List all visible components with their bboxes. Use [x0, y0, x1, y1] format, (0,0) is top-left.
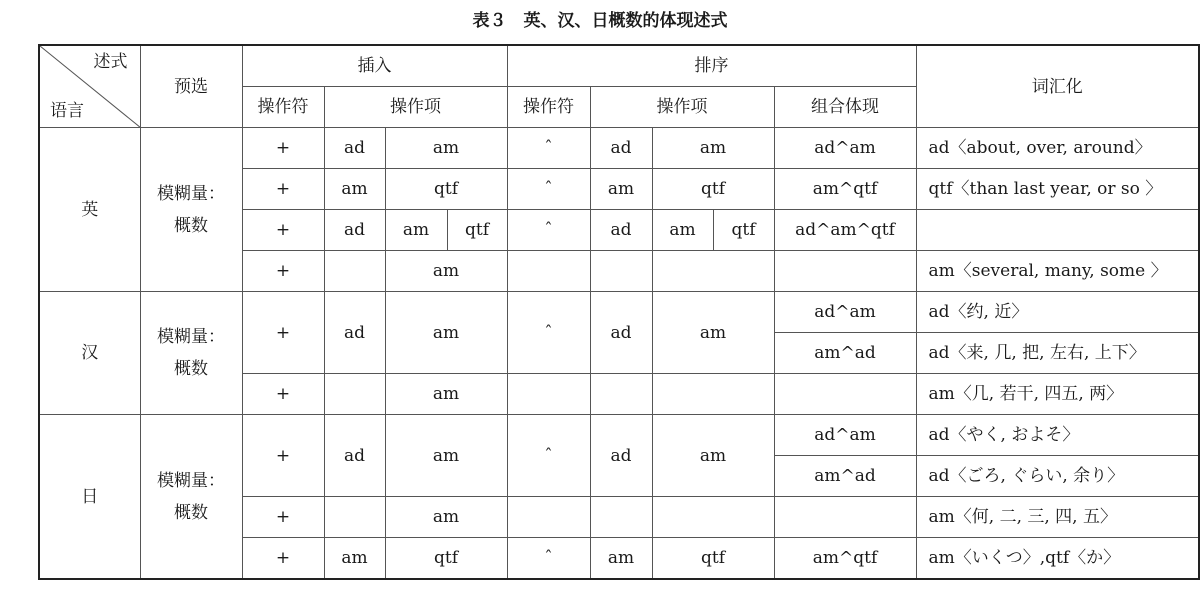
insert-operand-cell: qtf	[447, 210, 507, 251]
order-operand-cell: am	[652, 292, 774, 374]
combination-cell: ad^am	[774, 415, 916, 456]
table-row	[39, 128, 1199, 169]
insert-operand-cell: am	[385, 374, 507, 415]
combination-cell	[774, 374, 916, 415]
insert-operand-cell: am	[385, 497, 507, 538]
order-operand-cell: ad	[590, 128, 652, 169]
header-preselect: 预选	[140, 45, 242, 128]
insert-operand-cell: qtf	[385, 538, 507, 580]
order-operand-cell	[652, 251, 774, 292]
insert-operand-cell: qtf	[385, 169, 507, 210]
combination-cell: am^ad	[774, 456, 916, 497]
insert-operand-cell: ad	[324, 415, 385, 497]
order-operand-cell: am	[590, 538, 652, 580]
header-insert: 插入	[242, 45, 507, 87]
lexicalize-cell: ad〈ごろ, ぐらい, 余り〉	[916, 456, 1199, 497]
order-operand-cell: am	[652, 128, 774, 169]
insert-operand-cell: am	[385, 415, 507, 497]
corner-bottom-label: 语言	[50, 101, 84, 121]
lexicalize-cell: ad〈やく, およそ〉	[916, 415, 1199, 456]
header-order: 排序	[507, 45, 916, 87]
combination-cell	[774, 251, 916, 292]
order-operand-cell: qtf	[713, 210, 774, 251]
lexicalize-cell: am〈几, 若干, 四五, 两〉	[916, 374, 1199, 415]
lexicalize-cell: am〈several, many, some 〉	[916, 251, 1199, 292]
order-operator-cell: ˆ	[507, 415, 590, 497]
combination-cell: ad^am	[774, 292, 916, 333]
combination-cell: ad^am^qtf	[774, 210, 916, 251]
table-caption: 表３ 英、汉、日概数的体现述式	[472, 11, 728, 31]
header-corner	[39, 45, 140, 128]
order-operand-cell	[652, 497, 774, 538]
insert-operand-cell	[324, 251, 385, 292]
lexicalize-cell: ad〈about, over, around〉	[916, 128, 1199, 169]
insert-operand-cell	[324, 374, 385, 415]
order-operand-cell	[590, 497, 652, 538]
order-operator-cell: ˆ	[507, 210, 590, 251]
insert-operand-cell: am	[324, 538, 385, 580]
lexicalize-cell: qtf〈than last year, or so 〉	[916, 169, 1199, 210]
order-operator-cell: ˆ	[507, 128, 590, 169]
order-operator-cell	[507, 374, 590, 415]
preselect-cell: 模糊量： 概数	[140, 292, 242, 415]
insert-operator-cell: +	[242, 292, 324, 374]
order-operator-cell	[507, 251, 590, 292]
estimate-table	[38, 44, 1200, 580]
combination-cell: am^ad	[774, 333, 916, 374]
header-insert-operator: 操作符	[242, 87, 324, 128]
order-operator-cell: ˆ	[507, 538, 590, 580]
insert-operand-cell: ad	[324, 210, 385, 251]
combination-cell: am^qtf	[774, 538, 916, 580]
header-combination: 组合体现	[774, 87, 916, 128]
language-cell: 英	[39, 128, 140, 292]
insert-operator-cell: +	[242, 538, 324, 580]
insert-operand-cell: am	[385, 210, 447, 251]
order-operand-cell	[590, 374, 652, 415]
order-operand-cell: am	[652, 415, 774, 497]
order-operand-cell	[590, 251, 652, 292]
insert-operator-cell: +	[242, 374, 324, 415]
insert-operator-cell: +	[242, 210, 324, 251]
insert-operand-cell: am	[324, 169, 385, 210]
lexicalize-cell: am〈いくつ〉,qtf〈か〉	[916, 538, 1199, 580]
order-operand-cell	[652, 374, 774, 415]
order-operand-cell: ad	[590, 415, 652, 497]
insert-operand-cell: am	[385, 251, 507, 292]
insert-operand-cell: ad	[324, 292, 385, 374]
header-lexicalize: 词汇化	[916, 45, 1199, 128]
language-cell: 日	[39, 415, 140, 580]
lexicalize-cell: ad〈来, 几, 把, 左右, 上下〉	[916, 333, 1199, 374]
insert-operand-cell: ad	[324, 128, 385, 169]
header-order-operator: 操作符	[507, 87, 590, 128]
combination-cell: ad^am	[774, 128, 916, 169]
lexicalize-cell: ad〈约, 近〉	[916, 292, 1199, 333]
table-row	[39, 292, 1199, 333]
table-row	[39, 415, 1199, 456]
insert-operand-cell: am	[385, 128, 507, 169]
order-operand-cell: qtf	[652, 169, 774, 210]
insert-operand-cell	[324, 497, 385, 538]
order-operator-cell: ˆ	[507, 169, 590, 210]
order-operand-cell: ad	[590, 292, 652, 374]
corner-top-label: 述式	[93, 52, 128, 72]
lexicalize-cell: am〈何, 二, 三, 四, 五〉	[916, 497, 1199, 538]
order-operand-cell: am	[590, 169, 652, 210]
order-operand-cell: ad	[590, 210, 652, 251]
insert-operator-cell: +	[242, 128, 324, 169]
header-insert-operand: 操作项	[324, 87, 507, 128]
combination-cell: am^qtf	[774, 169, 916, 210]
combination-cell	[774, 497, 916, 538]
order-operator-cell: ˆ	[507, 292, 590, 374]
order-operator-cell	[507, 497, 590, 538]
order-operand-cell: am	[652, 210, 713, 251]
preselect-cell: 模糊量： 概数	[140, 128, 242, 292]
insert-operand-cell: am	[385, 292, 507, 374]
header-order-operand: 操作项	[590, 87, 774, 128]
language-cell: 汉	[39, 292, 140, 415]
insert-operator-cell: +	[242, 497, 324, 538]
insert-operator-cell: +	[242, 169, 324, 210]
insert-operator-cell: +	[242, 251, 324, 292]
order-operand-cell: qtf	[652, 538, 774, 580]
preselect-cell: 模糊量： 概数	[140, 415, 242, 580]
lexicalize-cell	[916, 210, 1199, 251]
insert-operator-cell: +	[242, 415, 324, 497]
